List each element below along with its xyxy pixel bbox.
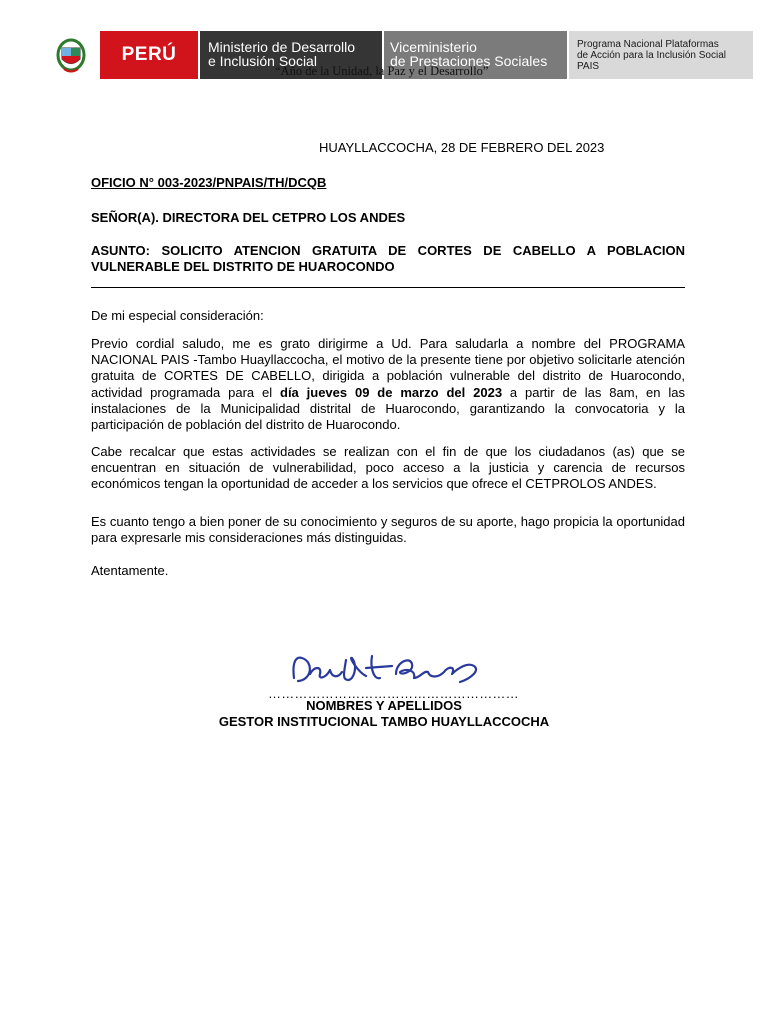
closing: Atentamente. [91,563,169,578]
paragraph-2: Cabe recalcar que estas actividades se realizan con el fin de que los ciudadanos (as) que se encuentran en situación de vulnerabilidad, poco acceso a la justicia y carencia de recursos económicos tengan la oportunidad de acceder a los servicios que ofrece el CETPROLOS ANDES. [91,444,685,492]
program-name: Programa Nacional Plataformas de Acción para la Inclusión Social PAIS [569,31,753,79]
greeting: De mi especial consideración: [91,308,264,323]
viceministry-name: Viceministerio de Prestaciones Sociales [384,31,567,79]
document-reference: OFICIO N° 003-2023/PNPAIS/TH/DCQB [91,175,327,190]
handwritten-signature [288,648,488,690]
year-motto: “Año de la Unidad, la Paz y el Desarrollo” [275,64,489,78]
ministry-name: Ministerio de Desarrollo e Inclusión Social [200,31,382,79]
signer-name: NOMBRES Y APELLIDOS [306,698,462,713]
separator-line [91,287,685,288]
paragraph-3: Es cuanto tengo a bien poner de su conocimiento y seguros de su aporte, hago propicia la oportunidad para expresarle mis consideraciones más distinguidas. [91,514,685,546]
national-seal [42,31,100,79]
addressee: SEÑOR(A). DIRECTORA DEL CETPRO LOS ANDES [91,210,406,225]
subject: ASUNTO: SOLICITO ATENCION GRATUITA DE CORTES DE CABELLO A POBLACION VULNERABLE DEL DISTRITO DE HUAROCONDO [91,243,685,275]
signature-line: ………………………………………………… [268,686,519,701]
signer-title: GESTOR INSTITUCIONAL TAMBO HUAYLLACCOCHA [218,714,550,729]
paragraph-1: Previo cordial saludo, me es grato dirigirme a Ud. Para saludarla a nombre del PROGRAMA NACIONAL PAIS -Tambo Huayllaccocha, el motivo de la presente tiene por objetivo solicitarle atención gratuita de CORTES DE CABELLO, dirigida a población vulnerable del distrito de Huarocondo, actividad programada para el día jueves 09 de marzo del 2023 a partir de las 8am, en las instalaciones de la Municipalidad distrital de Huarocondo, garantizando la convocatoria y la participación de población del distrito de Huarocondo. [91,336,685,433]
place-date: HUAYLLACCOCHA, 28 DE FEBRERO DEL 2023 [319,140,605,155]
peru-label: PERÚ [100,31,198,79]
